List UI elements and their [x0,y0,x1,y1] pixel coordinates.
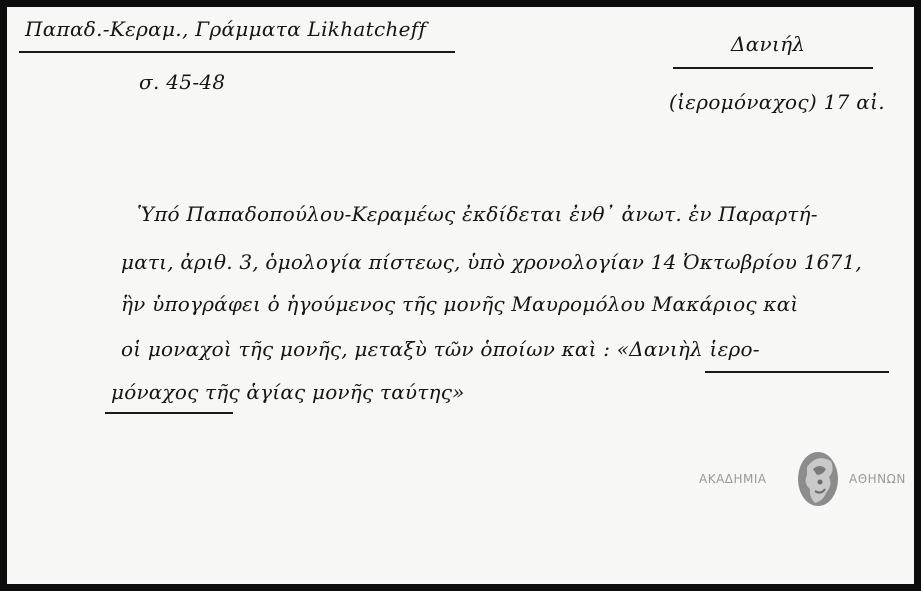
body-line: οἱ μοναχοὶ τῆς μονῆς, μεταξὺ τῶν ὁποίων καὶ : «Δανιὴλ ἱερο- [121,337,760,361]
entry-name-underline [673,67,873,69]
body-line: Ὑπό Παπαδοπούλου-Κεραμέως ἐκδίδεται ἐνθ᾽ ἀνωτ. ἐν Παραρτή- [137,202,818,226]
source-heading: Παπαδ.-Κεραμ., Γράμματα Likhatcheff [25,17,427,41]
athena-head-seal-icon [793,449,843,509]
entry-name: Δανιήλ [731,32,806,56]
entry-title: (ἱερομόναχος) 17 αἰ. [669,90,885,114]
quote-underline [105,412,233,414]
heading-underline [19,51,455,53]
watermark-right-text: ΑΘΗΝΩΝ [849,472,906,486]
body-line: ματι, ἀριθ. 3, ὁμολογία πίστεως, ὑπὸ χρονολογίαν 14 Ὀκτωβρίου 1671, [121,250,862,274]
body-line: ἣν ὑπογράφει ὁ ἡγούμενος τῆς μονῆς Μαυρομόλου Μακάριος καὶ [121,292,799,316]
quote-underline [705,371,889,373]
academy-watermark [697,447,921,511]
watermark-left-text: ΑΚΑΔΗΜΙΑ [699,472,767,486]
body-line: μόναχος τῆς ἁγίας μονῆς ταύτης» [111,380,465,404]
page-reference: σ. 45-48 [139,70,226,94]
